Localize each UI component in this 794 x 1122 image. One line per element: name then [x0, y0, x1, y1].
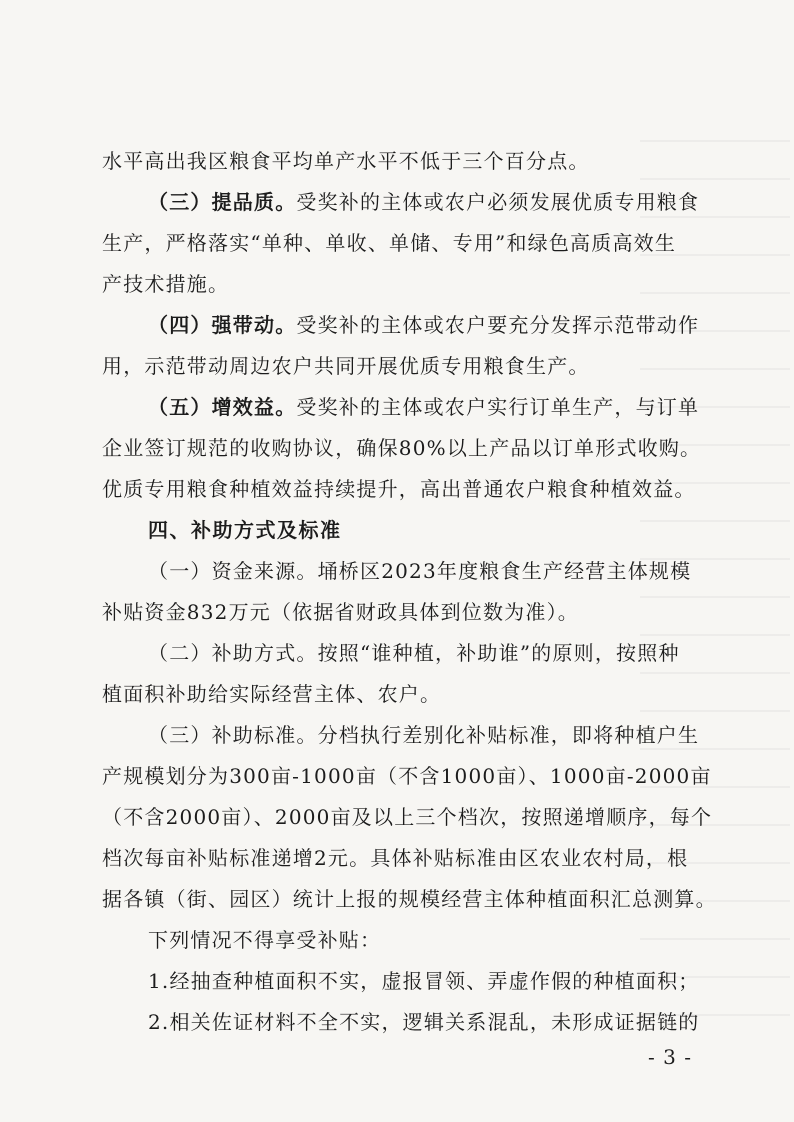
text-line: 2.相关佐证材料不全不实，逻辑关系混乱，未形成证据链的	[148, 1010, 700, 1034]
text-line: （一）资金来源。埇桥区2023年度粮食生产经营主体规模	[148, 559, 692, 583]
text-line: 产技术措施。	[102, 272, 230, 296]
text-line: 水平高出我区粮食平均单产水平不低于三个百分点。	[102, 149, 590, 173]
subsection-quality	[148, 182, 699, 222]
text-line: 受奖补的主体或农户必须发展优质专用粮食	[296, 190, 700, 214]
subsection-label: （四）强带动。	[148, 313, 297, 337]
text-line: 产规模划分为300亩-1000亩（不含1000亩）、1000亩-2000亩	[102, 764, 712, 788]
text-line: 生产，严格落实“单种、单收、单储、专用”和绿色高质高效生	[102, 231, 677, 255]
text-line: 1.经抽查种植面积不实，虚报冒领、弄虚作假的种植面积；	[148, 969, 700, 993]
text-line: （三）补助标准。分档执行差别化补贴标准，即将种植户生	[148, 723, 700, 747]
page-number: - 3 -	[648, 1045, 692, 1069]
text-line: 受奖补的主体或农户实行订单生产，与订单	[296, 395, 700, 419]
section-heading: 四、补助方式及标准	[148, 518, 342, 542]
text-line: 档次每亩补贴标准递增2元。具体补贴标准由区农业农村局，根	[102, 846, 689, 870]
text-line: 用，示范带动周边农户共同开展优质专用粮食生产。	[102, 354, 590, 378]
subsection-benefit	[148, 387, 699, 427]
text-line: （不含2000亩）、2000亩及以上三个档次，按照递增顺序，每个	[102, 805, 713, 829]
subsection-label: （五）增效益。	[148, 395, 297, 419]
text-line: 受奖补的主体或农户要充分发挥示范带动作	[296, 313, 700, 337]
text-line: （二）补助方式。按照“谁种植，补助谁”的原则，按照种	[148, 641, 680, 665]
text-line: 据各镇（街、园区）统计上报的规模经营主体种植面积汇总测算。	[102, 887, 717, 911]
text-line: 企业签订规范的收购协议，确保80%以上产品以订单形式收购。	[102, 436, 702, 460]
text-line: 植面积补助给实际经营主体、农户。	[102, 682, 442, 706]
text-line: 下列情况不得享受补贴：	[148, 928, 382, 952]
subsection-label: （三）提品质。	[148, 190, 297, 214]
text-line: 补贴资金832万元（依据省财政具体到位数为准）。	[102, 600, 579, 624]
subsection-drive	[148, 305, 699, 345]
text-line: 优质专用粮食种植效益持续提升，高出普通农户粮食种植效益。	[102, 477, 696, 501]
